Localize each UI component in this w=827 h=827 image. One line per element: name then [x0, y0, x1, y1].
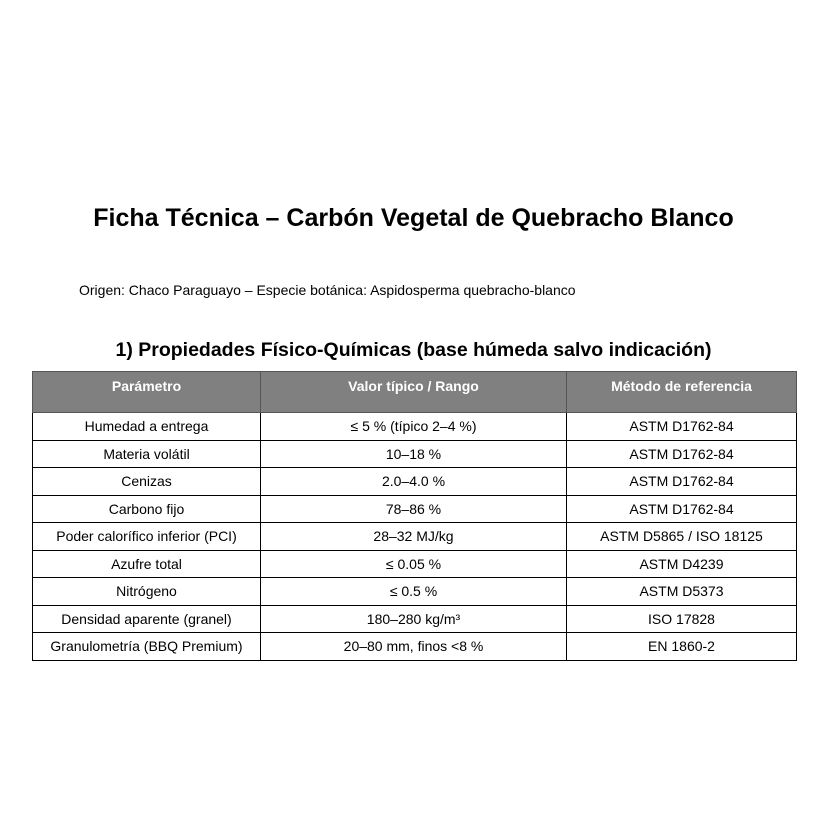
cell-value: 78–86 %: [261, 495, 567, 523]
cell-parameter: Azufre total: [33, 550, 261, 578]
cell-value: ≤ 0.5 %: [261, 578, 567, 606]
section-heading-properties: 1) Propiedades Físico-Químicas (base húmeda salvo indicación): [115, 339, 712, 361]
header-typical-value: Valor típico / Rango: [261, 372, 567, 413]
cell-parameter: Poder calorífico inferior (PCI): [33, 523, 261, 551]
table-row: [33, 578, 797, 606]
cell-method: ASTM D5373: [567, 578, 797, 606]
table-row: [33, 550, 797, 578]
cell-method: ASTM D1762-84: [567, 495, 797, 523]
cell-parameter: Densidad aparente (granel): [33, 605, 261, 633]
cell-parameter: Nitrógeno: [33, 578, 261, 606]
table-row: [33, 440, 797, 468]
cell-value: 2.0–4.0 %: [261, 468, 567, 496]
cell-method: ASTM D1762-84: [567, 440, 797, 468]
header-reference-method: Método de referencia: [567, 372, 797, 413]
table-row: [33, 605, 797, 633]
cell-method: ISO 17828: [567, 605, 797, 633]
table-row: [33, 468, 797, 496]
table-header-row: [33, 372, 797, 413]
table-row: [33, 633, 797, 661]
cell-value: 10–18 %: [261, 440, 567, 468]
cell-method: EN 1860-2: [567, 633, 797, 661]
cell-value: ≤ 5 % (típico 2–4 %): [261, 413, 567, 441]
table-row: [33, 413, 797, 441]
cell-value: 180–280 kg/m³: [261, 605, 567, 633]
table-row: [33, 523, 797, 551]
cell-method: ASTM D4239: [567, 550, 797, 578]
origin-line: Origen: Chaco Paraguayo – Especie botánica: Aspidosperma quebracho-blanco: [79, 282, 576, 298]
header-parameter: Parámetro: [33, 372, 261, 413]
cell-parameter: Humedad a entrega: [33, 413, 261, 441]
cell-parameter: Carbono fijo: [33, 495, 261, 523]
cell-value: 20–80 mm, finos <8 %: [261, 633, 567, 661]
table-row: [33, 495, 797, 523]
cell-method: ASTM D1762-84: [567, 468, 797, 496]
properties-table: [32, 371, 797, 661]
cell-value: ≤ 0.05 %: [261, 550, 567, 578]
cell-method: ASTM D5865 / ISO 18125: [567, 523, 797, 551]
cell-method: ASTM D1762-84: [567, 413, 797, 441]
cell-parameter: Granulometría (BBQ Premium): [33, 633, 261, 661]
cell-parameter: Cenizas: [33, 468, 261, 496]
cell-value: 28–32 MJ/kg: [261, 523, 567, 551]
document-title: Ficha Técnica – Carbón Vegetal de Quebracho Blanco: [93, 204, 734, 232]
cell-parameter: Materia volátil: [33, 440, 261, 468]
